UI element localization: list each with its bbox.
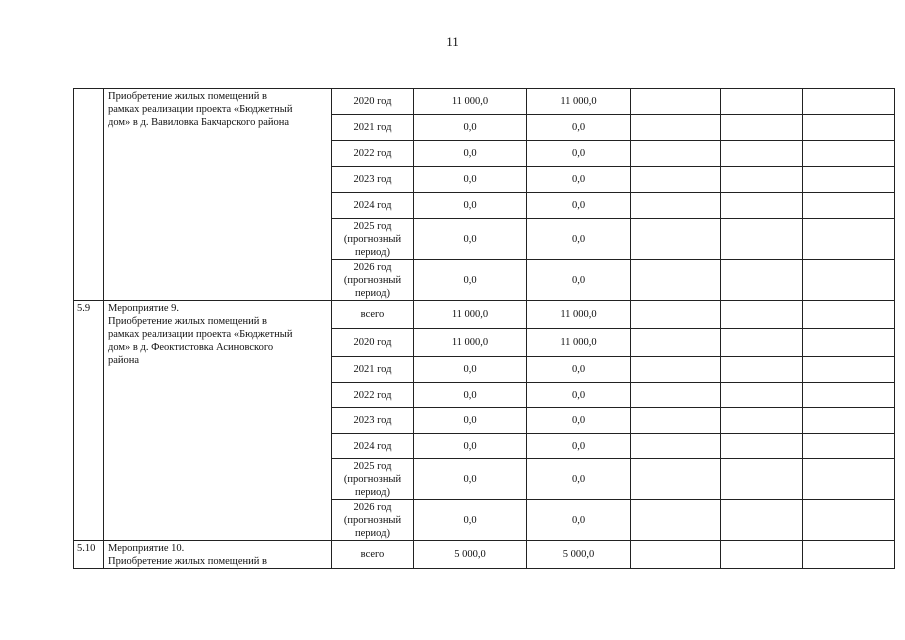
empty-cell [803,541,895,569]
amount-total-cell: 0,0 [414,434,527,459]
amount-total-cell: 0,0 [414,167,527,193]
empty-cell [803,219,895,260]
amount-budget-cell: 0,0 [527,408,631,434]
amount-budget-cell: 11 000,0 [527,329,631,357]
empty-cell [803,459,895,500]
amount-budget-cell: 0,0 [527,500,631,541]
empty-cell [803,500,895,541]
amount-budget-cell: 0,0 [527,167,631,193]
empty-cell [803,167,895,193]
empty-cell [721,193,803,219]
amount-budget-cell: 0,0 [527,141,631,167]
empty-cell [803,383,895,408]
empty-cell [803,193,895,219]
period-cell: всего [332,301,414,329]
empty-cell [631,357,721,383]
empty-cell [631,541,721,569]
period-cell: 2020 год [332,89,414,115]
empty-cell [803,301,895,329]
period-cell: всего [332,541,414,569]
amount-total-cell: 0,0 [414,383,527,408]
period-cell: 2022 год [332,383,414,408]
empty-cell [721,357,803,383]
amount-total-cell: 11 000,0 [414,89,527,115]
amount-total-cell: 0,0 [414,459,527,500]
period-cell: 2026 год (прогнозный период) [332,260,414,301]
empty-cell [721,115,803,141]
amount-total-cell: 0,0 [414,115,527,141]
item-number: 5.9 [74,301,104,541]
amount-total-cell: 5 000,0 [414,541,527,569]
period-cell: 2021 год [332,115,414,141]
item-description: Мероприятие 10. Приобретение жилых помещений в [108,543,267,567]
period-cell: 2022 год [332,141,414,167]
amount-budget-cell: 0,0 [527,459,631,500]
empty-cell [721,459,803,500]
item-description: Приобретение жилых помещений в рамках реализации проекта «Бюджетный дом» в д. Вавиловка Бакчарского района [108,91,293,128]
empty-cell [631,408,721,434]
empty-cell [631,500,721,541]
empty-cell [721,500,803,541]
item-number: 5.10 [74,541,104,569]
empty-cell [631,459,721,500]
empty-cell [803,357,895,383]
period-cell: 2024 год [332,193,414,219]
table-row [74,541,895,569]
empty-cell [803,408,895,434]
program-activities-table [73,88,895,569]
item-description-cell [104,541,332,569]
empty-cell [721,541,803,569]
empty-cell [803,434,895,459]
amount-total-cell: 11 000,0 [414,329,527,357]
empty-cell [721,434,803,459]
empty-cell [631,383,721,408]
item-number [74,89,104,301]
amount-total-cell: 0,0 [414,141,527,167]
empty-cell [721,383,803,408]
empty-cell [631,141,721,167]
item-description-cell [104,301,332,541]
period-cell: 2023 год [332,167,414,193]
empty-cell [721,89,803,115]
period-cell: 2023 год [332,408,414,434]
empty-cell [631,329,721,357]
period-cell: 2025 год (прогнозный период) [332,219,414,260]
amount-budget-cell: 5 000,0 [527,541,631,569]
empty-cell [721,260,803,301]
empty-cell [721,408,803,434]
empty-cell [803,115,895,141]
empty-cell [631,260,721,301]
period-cell: 2024 год [332,434,414,459]
page-number: 11 [446,34,459,49]
amount-budget-cell: 0,0 [527,383,631,408]
period-cell: 2025 год (прогнозный период) [332,459,414,500]
period-cell: 2021 год [332,357,414,383]
amount-total-cell: 0,0 [414,500,527,541]
amount-budget-cell: 11 000,0 [527,89,631,115]
empty-cell [631,89,721,115]
amount-budget-cell: 0,0 [527,193,631,219]
table-row [74,301,895,329]
amount-total-cell: 0,0 [414,357,527,383]
empty-cell [803,141,895,167]
empty-cell [721,301,803,329]
empty-cell [721,219,803,260]
item-description: Мероприятие 9. Приобретение жилых помещений в рамках реализации проекта «Бюджетный дом» в д. Феоктистовка Асиновского района [108,303,293,366]
table-body [74,89,895,569]
period-cell: 2020 год [332,329,414,357]
period-cell: 2026 год (прогнозный период) [332,500,414,541]
empty-cell [631,167,721,193]
empty-cell [631,115,721,141]
empty-cell [803,329,895,357]
amount-budget-cell: 0,0 [527,115,631,141]
empty-cell [631,434,721,459]
amount-total-cell: 0,0 [414,408,527,434]
amount-budget-cell: 11 000,0 [527,301,631,329]
item-description-cell [104,89,332,301]
empty-cell [631,219,721,260]
amount-total-cell: 11 000,0 [414,301,527,329]
amount-budget-cell: 0,0 [527,434,631,459]
empty-cell [803,89,895,115]
empty-cell [721,141,803,167]
amount-budget-cell: 0,0 [527,219,631,260]
amount-total-cell: 0,0 [414,260,527,301]
empty-cell [631,193,721,219]
amount-budget-cell: 0,0 [527,357,631,383]
empty-cell [631,301,721,329]
empty-cell [721,329,803,357]
empty-cell [803,260,895,301]
empty-cell [721,167,803,193]
amount-budget-cell: 0,0 [527,260,631,301]
amount-total-cell: 0,0 [414,219,527,260]
table-row [74,89,895,115]
amount-total-cell: 0,0 [414,193,527,219]
